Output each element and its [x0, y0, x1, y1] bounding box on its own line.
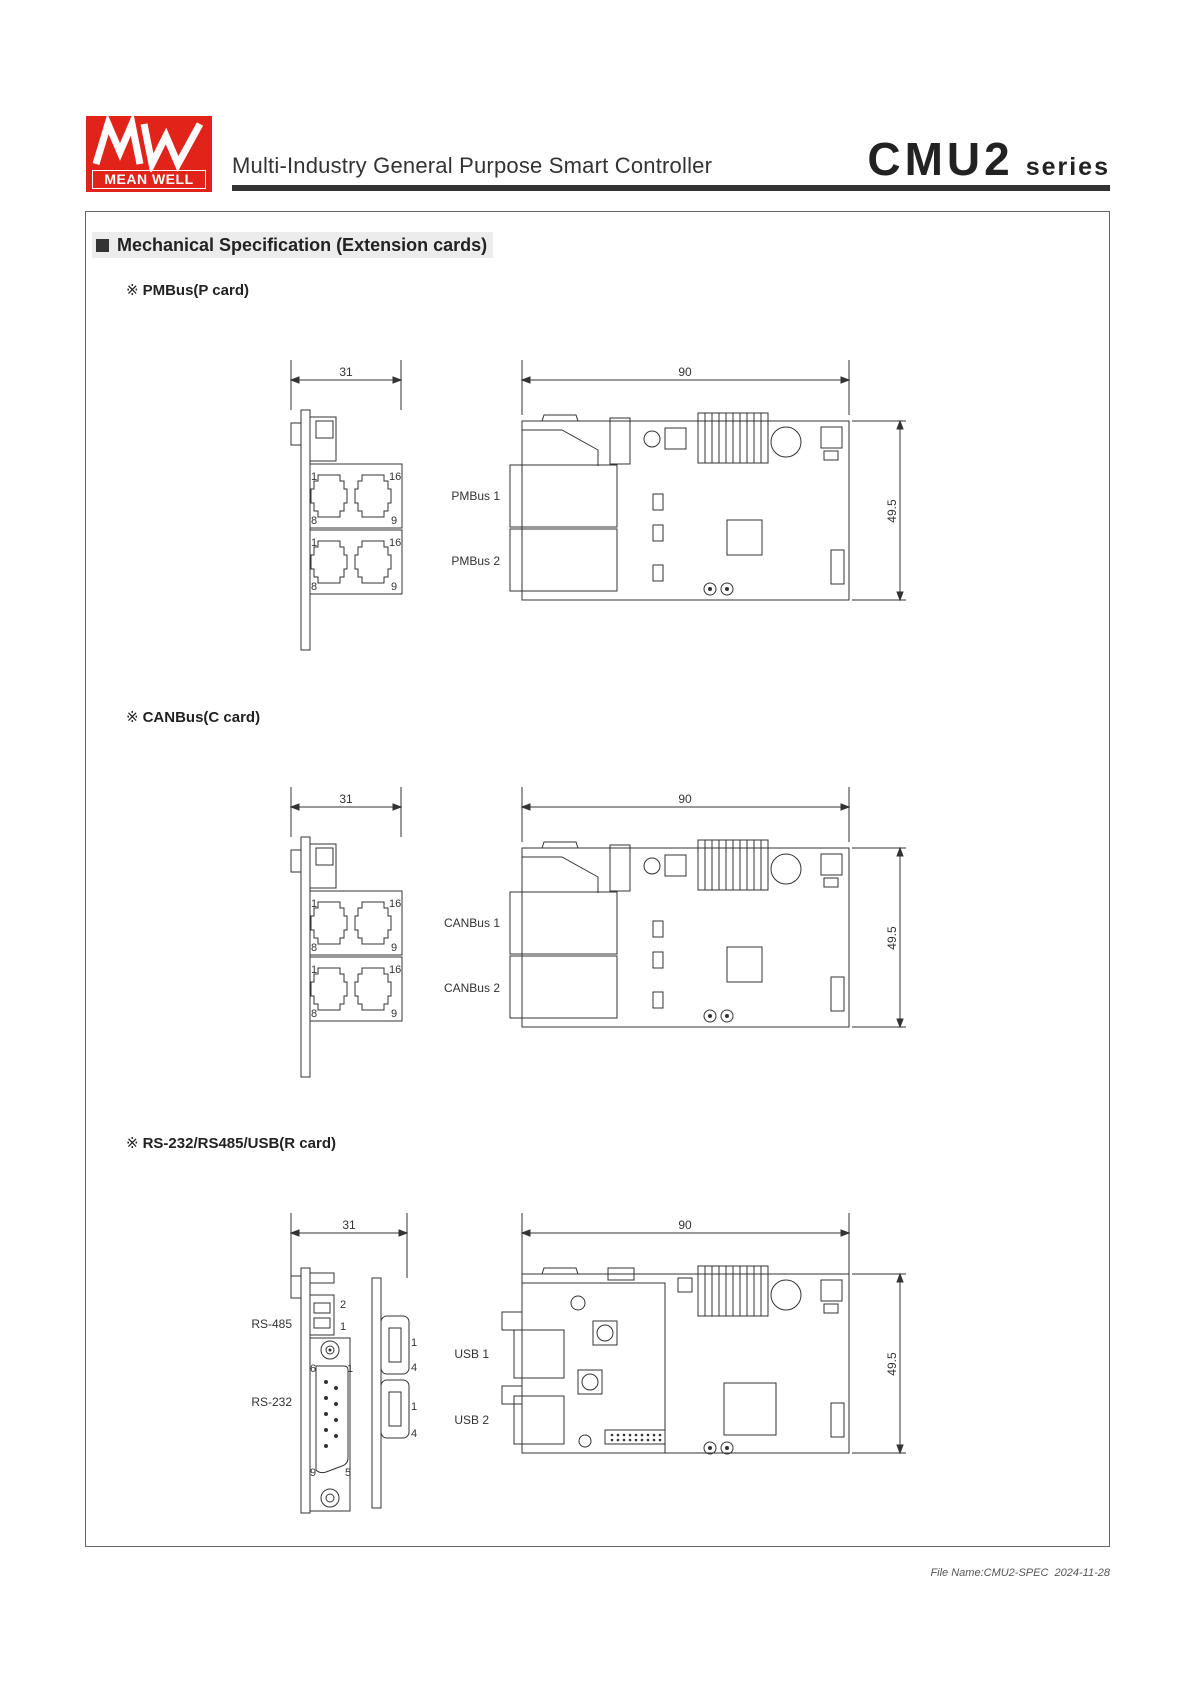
- usb-slot: [389, 1392, 401, 1426]
- pcb-clip: [610, 418, 630, 464]
- pin-number: 1: [311, 964, 318, 976]
- db9-pin: [324, 1380, 328, 1384]
- terminal-screw-icon: [314, 1303, 330, 1328]
- card-title-rs-card: [126, 1134, 336, 1152]
- card-title-canbus: [126, 708, 260, 726]
- usb-bracket: [372, 1278, 381, 1508]
- pcb-test-point-dot: [708, 1014, 712, 1018]
- logo-text: MEAN WELL: [92, 170, 206, 189]
- pcb-mcu: [727, 947, 762, 982]
- side-label: RS-232: [251, 1395, 292, 1409]
- dim-side-width: 31: [342, 1218, 356, 1232]
- pcb-test-point-dot: [708, 587, 712, 591]
- pcb-test-point-dot: [725, 1014, 729, 1018]
- section-heading: [92, 232, 493, 258]
- port-label: PMBus 1: [451, 489, 500, 503]
- rj45-jack-icon: [355, 968, 391, 1010]
- side-bracket: [301, 1268, 310, 1513]
- dim-top-width: 90: [678, 1218, 692, 1232]
- pcb-chip: [665, 855, 686, 876]
- pcb-board-edge: [522, 857, 598, 893]
- side-bracket: [301, 837, 310, 1077]
- pcb-mcu: [727, 520, 762, 555]
- pcb-component: [824, 878, 838, 887]
- series-model: CMU2: [867, 133, 1014, 185]
- pcb-chip: [665, 428, 686, 449]
- pin-number: 9: [391, 942, 398, 954]
- rj45-port-1: [510, 465, 617, 527]
- pin-number: 6: [310, 1363, 317, 1375]
- footer-file-name: File Name:CMU2-SPEC: [930, 1567, 1049, 1579]
- mean-well-logo: [86, 116, 212, 192]
- card-title-text: CANBus(C card): [142, 709, 261, 726]
- db9-pin: [324, 1396, 328, 1400]
- daughter-board: [522, 1283, 665, 1453]
- side-tab: [291, 423, 301, 445]
- pcb-hole: [644, 431, 660, 447]
- side-led: [310, 1273, 334, 1283]
- pcb-button-cap: [597, 1325, 613, 1341]
- db9-pins: [324, 1380, 338, 1448]
- pin-number: 4: [411, 1362, 418, 1374]
- side-led: [316, 421, 333, 438]
- pin-header-dots: [611, 1434, 662, 1442]
- db9-screw-icon: [321, 1489, 339, 1507]
- pcb-capacitor: [771, 854, 801, 884]
- pcb-hole: [579, 1435, 591, 1447]
- rs485-terminal-block: [310, 1295, 334, 1335]
- pcb-component: [824, 1304, 838, 1313]
- side-tab: [291, 1276, 301, 1298]
- pcb-side-connector: [831, 550, 844, 584]
- pcb-component: [821, 1280, 842, 1301]
- footer-file-info: [930, 1567, 1110, 1579]
- side-module: [310, 844, 336, 888]
- port-label: CANBus 1: [443, 916, 500, 930]
- rj45-port-2: [510, 956, 617, 1018]
- card-title-pmbus: [126, 281, 249, 299]
- pcb-mcu: [724, 1383, 776, 1435]
- pin-number: 16: [389, 471, 402, 483]
- pin-number: 9: [391, 515, 398, 527]
- pcb-test-point-dot: [725, 587, 729, 591]
- db9-pin: [334, 1402, 338, 1406]
- pcb-test-point-dot: [725, 1446, 729, 1450]
- reference-mark: ※: [126, 1135, 139, 1152]
- pin-number: 16: [389, 964, 402, 976]
- db9-screw-dot: [329, 1349, 332, 1352]
- square-bullet-icon: [96, 239, 109, 252]
- db9-pin: [324, 1444, 328, 1448]
- reference-mark: ※: [126, 709, 139, 726]
- pcb-component: [678, 1278, 692, 1292]
- pin-number: 1: [311, 537, 318, 549]
- pcb-side-connector: [831, 977, 844, 1011]
- rj45-jack-icon: [355, 475, 391, 517]
- pin-number: 1: [340, 1321, 347, 1333]
- pin-number: 9: [391, 581, 398, 593]
- dim-top-width: 90: [678, 365, 692, 379]
- dim-height: 49.5: [885, 926, 899, 950]
- usb-flange: [502, 1312, 522, 1330]
- pcb-board-edge: [522, 430, 598, 466]
- pin-number: 8: [311, 942, 318, 954]
- pin-number: 16: [389, 898, 402, 910]
- dim-side-width: 31: [339, 365, 353, 379]
- footer-date: 2024-11-28: [1054, 1567, 1110, 1579]
- pcb-capacitor: [771, 1280, 801, 1310]
- port-label: USB 2: [454, 1413, 489, 1427]
- pcb-clip: [610, 845, 630, 891]
- db9-connector-icon: [316, 1366, 348, 1473]
- db9-pin: [334, 1418, 338, 1422]
- pcb-connector-top: [542, 1268, 578, 1274]
- side-label: RS-485: [251, 1317, 292, 1331]
- reference-mark: ※: [126, 282, 139, 299]
- dim-height: 49.5: [885, 1352, 899, 1376]
- usb-port-side-1: [381, 1316, 409, 1374]
- canbus-card-drawing: [0, 782, 1190, 1082]
- pin-number: 5: [345, 1467, 352, 1479]
- pin-number: 16: [389, 537, 402, 549]
- pcb-component: [821, 854, 842, 875]
- pin-number: 4: [411, 1428, 418, 1440]
- pin-number: 8: [311, 581, 318, 593]
- pin-number: 2: [340, 1299, 347, 1311]
- side-bracket: [301, 410, 310, 650]
- card-title-text: RS-232/RS485/USB(R card): [142, 1135, 336, 1152]
- pin-number: 9: [310, 1467, 317, 1479]
- pin-number: 1: [411, 1401, 418, 1413]
- usb-flange: [502, 1386, 522, 1404]
- series-title: [867, 132, 1110, 186]
- port-label: USB 1: [454, 1347, 489, 1361]
- pcb-led: [653, 952, 663, 968]
- pin-number: 1: [311, 898, 318, 910]
- dim-top-width: 90: [678, 792, 692, 806]
- pcb-led: [653, 565, 663, 581]
- pcb-connector-top: [542, 415, 578, 421]
- rj45-port-2: [510, 529, 617, 591]
- db9-pin: [334, 1386, 338, 1390]
- pin-number: 8: [311, 1008, 318, 1020]
- db9-screw-hole: [326, 1494, 334, 1502]
- side-tab: [291, 850, 301, 872]
- rs-card-drawing: [0, 1208, 1190, 1508]
- pcb-button-cap: [582, 1374, 598, 1390]
- pcb-hole: [571, 1296, 585, 1310]
- series-word: series: [1025, 153, 1110, 181]
- pcb-side-connector: [831, 1403, 844, 1437]
- pcb-pin-header: [605, 1430, 665, 1444]
- side-led: [316, 848, 333, 865]
- pcb-hole: [644, 858, 660, 874]
- pmbus-card-drawing: [0, 355, 1190, 655]
- pcb-led: [653, 992, 663, 1008]
- pcb-test-point-dot: [708, 1446, 712, 1450]
- side-module: [310, 417, 336, 461]
- db9-pin: [334, 1434, 338, 1438]
- pcb-led: [653, 525, 663, 541]
- pin-number: 1: [411, 1337, 418, 1349]
- dim-side-width: 31: [339, 792, 353, 806]
- pin-number: 1: [347, 1363, 354, 1375]
- pcb-component: [824, 451, 838, 460]
- db9-pin: [324, 1412, 328, 1416]
- pin-number: 9: [391, 1008, 398, 1020]
- rj45-jack-icon: [355, 902, 391, 944]
- pcb-component: [821, 427, 842, 448]
- pin-number: 1: [311, 471, 318, 483]
- usb-port-side-2: [381, 1380, 409, 1438]
- rj45-jack-icon: [355, 541, 391, 583]
- header-rule: [232, 185, 1110, 191]
- pcb-led: [653, 921, 663, 937]
- pin-number: 8: [311, 515, 318, 527]
- pcb-led: [653, 494, 663, 510]
- port-label: PMBus 2: [451, 554, 500, 568]
- mw-logo-mark-icon: [86, 116, 212, 172]
- pcb-capacitor: [771, 427, 801, 457]
- port-label: CANBus 2: [443, 981, 500, 995]
- page-subtitle: Multi-Industry General Purpose Smart Controller: [232, 153, 713, 178]
- rj45-port-1: [510, 892, 617, 954]
- section-title: Mechanical Specification (Extension cards): [117, 235, 488, 255]
- db9-pin: [324, 1428, 328, 1432]
- card-title-text: PMBus(P card): [142, 282, 249, 299]
- pcb-connector-top: [542, 842, 578, 848]
- dim-height: 49.5: [885, 499, 899, 523]
- usb-slot: [389, 1328, 401, 1362]
